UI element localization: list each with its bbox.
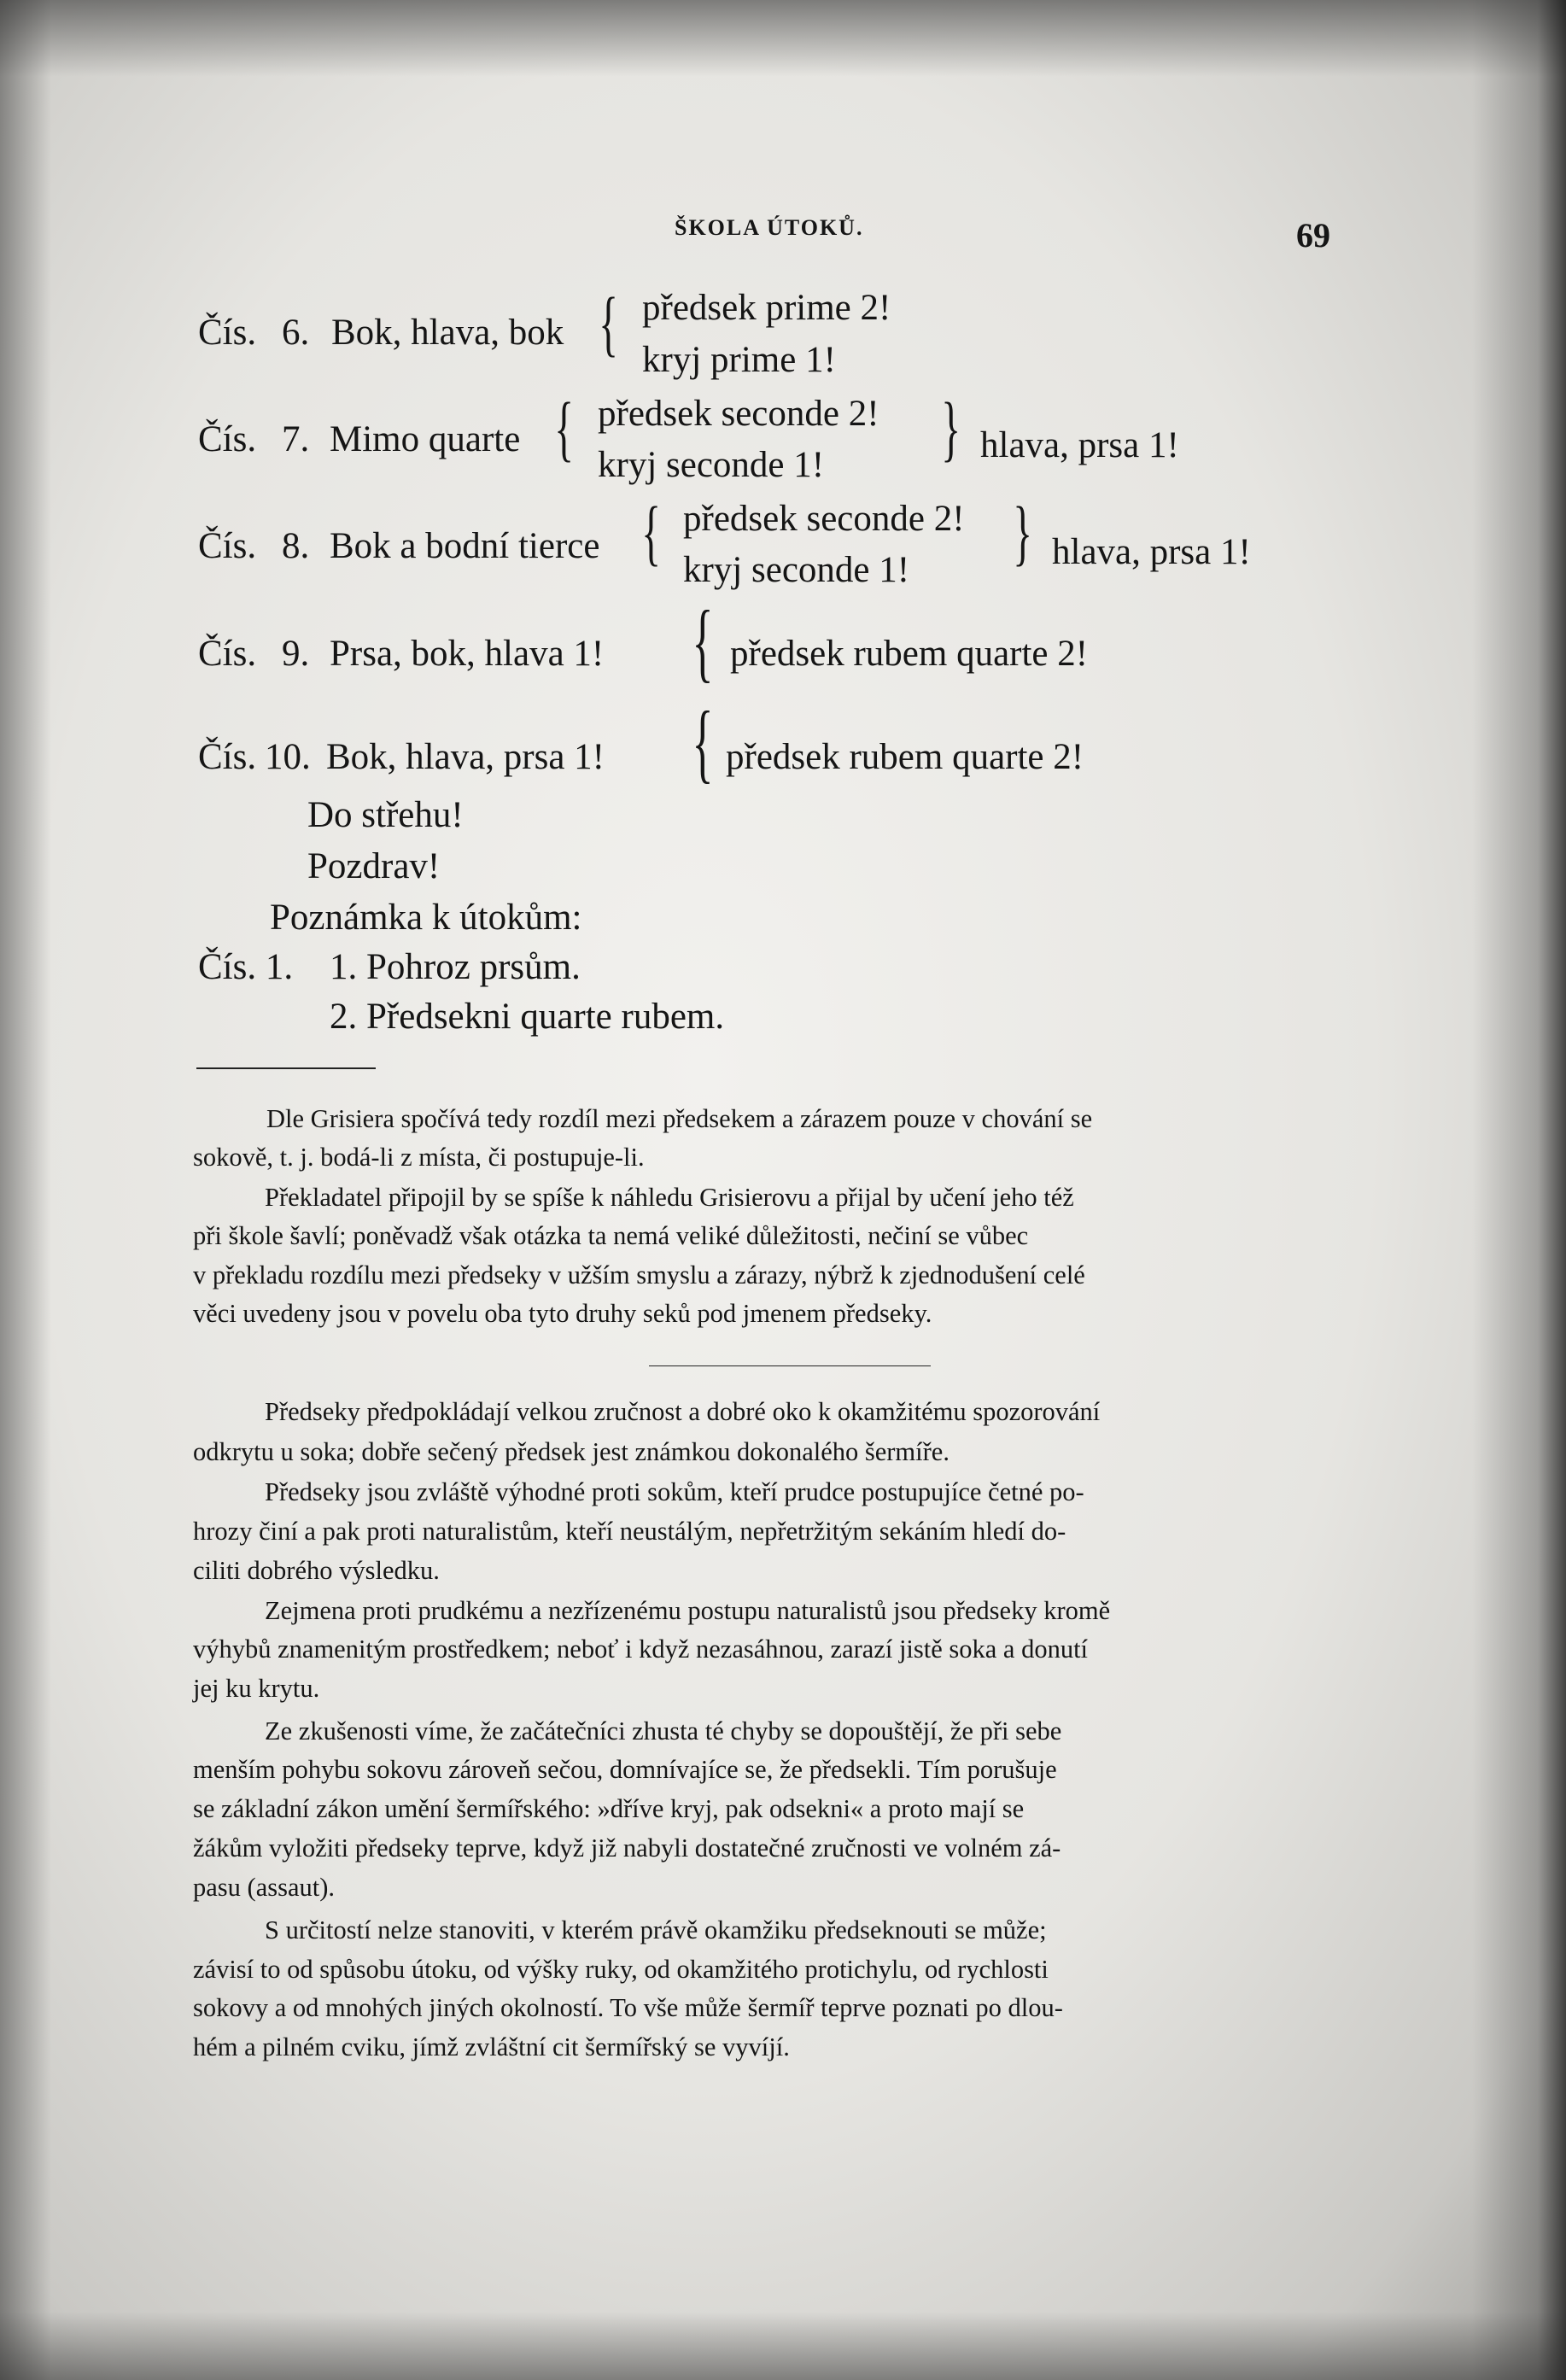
scan-shadow-bottom xyxy=(0,2312,1566,2380)
drill-attack: Bok a bodní tierce xyxy=(330,526,600,566)
drill-line: předsek prime 2! xyxy=(642,288,891,328)
left-brace: { xyxy=(599,282,618,364)
footnote-line: sokově, t. j. bodá-li z místa, či postupuje-li. xyxy=(193,1143,645,1172)
drill-line: předsek rubem quarte 2! xyxy=(730,634,1089,674)
drill-label: Čís. xyxy=(198,419,257,459)
drill-attack: Bok, hlava, bok xyxy=(331,313,564,353)
body-line: výhybů znamenitým prostředkem; neboť i když nezasáhnou, zarazí jistě soka a donutí xyxy=(193,1634,1089,1664)
left-brace: { xyxy=(692,593,714,691)
remark-item: 1. Pohroz prsům. xyxy=(330,947,581,987)
command-salute: Pozdrav! xyxy=(307,846,441,886)
running-title: ŠKOLA ÚTOKŮ. xyxy=(675,215,864,240)
footnote-line: Dle Grisiera spočívá tedy rozdíl mezi předsekem a zárazem pouze v chování se xyxy=(266,1104,1093,1133)
scan-shadow-right xyxy=(1472,0,1566,2380)
right-brace: } xyxy=(941,387,961,469)
body-line: Zejmena proti prudkému a nezřízenému postupu naturalistů jsou předseky kromě xyxy=(265,1596,1111,1625)
remark-item: 2. Předsekni quarte rubem. xyxy=(330,997,725,1037)
footnote-line: v překladu rozdílu mezi předseky v užším smyslu a zárazy, nýbrž k zjednodušení celé xyxy=(193,1260,1085,1289)
drill-result: hlava, prsa 1! xyxy=(1052,532,1251,572)
drill-line: předsek seconde 2! xyxy=(683,499,965,539)
remark-label: Čís. 1. xyxy=(198,947,294,987)
drill-result: hlava, prsa 1! xyxy=(980,425,1179,465)
drill-line: kryj seconde 1! xyxy=(683,550,910,590)
drill-label: Čís. xyxy=(198,526,257,566)
scan-shadow-top xyxy=(0,0,1566,77)
drill-label: Čís. xyxy=(198,737,257,777)
body-line: hrozy činí a pak proti naturalistům, kteří neustálým, nepřetržitým sekáním hledí do- xyxy=(193,1517,1066,1546)
body-line: se základní zákon umění šermířského: »dříve kryj, pak odsekni« a proto mají se xyxy=(193,1794,1025,1823)
drill-number: 7. xyxy=(282,419,310,459)
footnote-line: Překladatel připojil by se spíše k náhledu Grisierovu a přijal by učení jeho též xyxy=(265,1183,1074,1212)
drill-label: Čís. xyxy=(198,634,257,674)
body-line: menším pohybu sokovu zároveň sečou, domnívajíce se, že předsekli. Tím porušuje xyxy=(193,1755,1057,1784)
body-line: S určitostí nelze stanoviti, v kterém právě okamžiku předseknouti se může; xyxy=(265,1915,1047,1944)
drill-label: Čís. xyxy=(198,313,257,353)
body-line: ciliti dobrého výsledku. xyxy=(193,1556,440,1585)
body-line: žákům vyložiti předseky teprve, když již nabyli dostatečné zručnosti ve volném zá- xyxy=(193,1833,1061,1862)
body-line: hém a pilném cviku, jímž zvláštní cit šermířský se vyvíjí. xyxy=(193,2032,790,2061)
body-line: Předseky jsou zvláště výhodné proti sokům, kteří prudce postupujíce četné po- xyxy=(265,1477,1084,1506)
footnote-line: při škole šavlí; poněvadž však otázka ta nemá veliké důležitosti, nečiní se vůbec xyxy=(193,1221,1029,1250)
command-on-guard: Do střehu! xyxy=(307,795,464,835)
footnote-line: věci uvedeny jsou v povelu oba tyto druhy seků pod jmenem předseky. xyxy=(193,1299,932,1328)
left-brace: { xyxy=(554,387,574,469)
remark-title: Poznámka k útokům: xyxy=(270,898,582,938)
left-brace: { xyxy=(692,693,714,792)
left-brace: { xyxy=(641,491,661,573)
body-line: sokovy a od mnohých jiných okolností. To vše může šermíř teprve poznati po dlou- xyxy=(193,1993,1063,2022)
body-line: pasu (assaut). xyxy=(193,1873,336,1902)
body-line: závisí to od spůsobu útoku, od výšky ruky, od okamžitého protichylu, od rychlosti xyxy=(193,1955,1049,1984)
body-line: Předseky předpokládají velkou zručnost a dobré oko k okamžitému spozorování xyxy=(265,1397,1101,1426)
body-line: odkrytu u soka; dobře sečený předsek jest známkou dokonalého šermíře. xyxy=(193,1437,950,1466)
footnote-rule xyxy=(196,1067,376,1069)
drill-line: kryj seconde 1! xyxy=(598,445,825,485)
drill-number: 10. xyxy=(265,737,311,777)
section-rule xyxy=(649,1365,931,1366)
drill-attack: Prsa, bok, hlava 1! xyxy=(330,634,605,674)
drill-attack: Bok, hlava, prsa 1! xyxy=(326,737,605,777)
page-number: 69 xyxy=(1296,216,1330,254)
right-brace: } xyxy=(1013,491,1032,573)
drill-line: předsek rubem quarte 2! xyxy=(726,737,1084,777)
drill-line: předsek seconde 2! xyxy=(598,394,879,434)
body-line: Ze zkušenosti víme, že začátečníci zhusta té chyby se dopouštějí, že při sebe xyxy=(265,1716,1062,1746)
drill-line: kryj prime 1! xyxy=(642,340,836,380)
drill-attack: Mimo quarte xyxy=(330,419,521,459)
drill-number: 6. xyxy=(282,313,310,353)
drill-number: 9. xyxy=(282,634,310,674)
scan-shadow-left xyxy=(0,0,51,2380)
drill-number: 8. xyxy=(282,526,310,566)
body-line: jej ku krytu. xyxy=(193,1674,320,1703)
